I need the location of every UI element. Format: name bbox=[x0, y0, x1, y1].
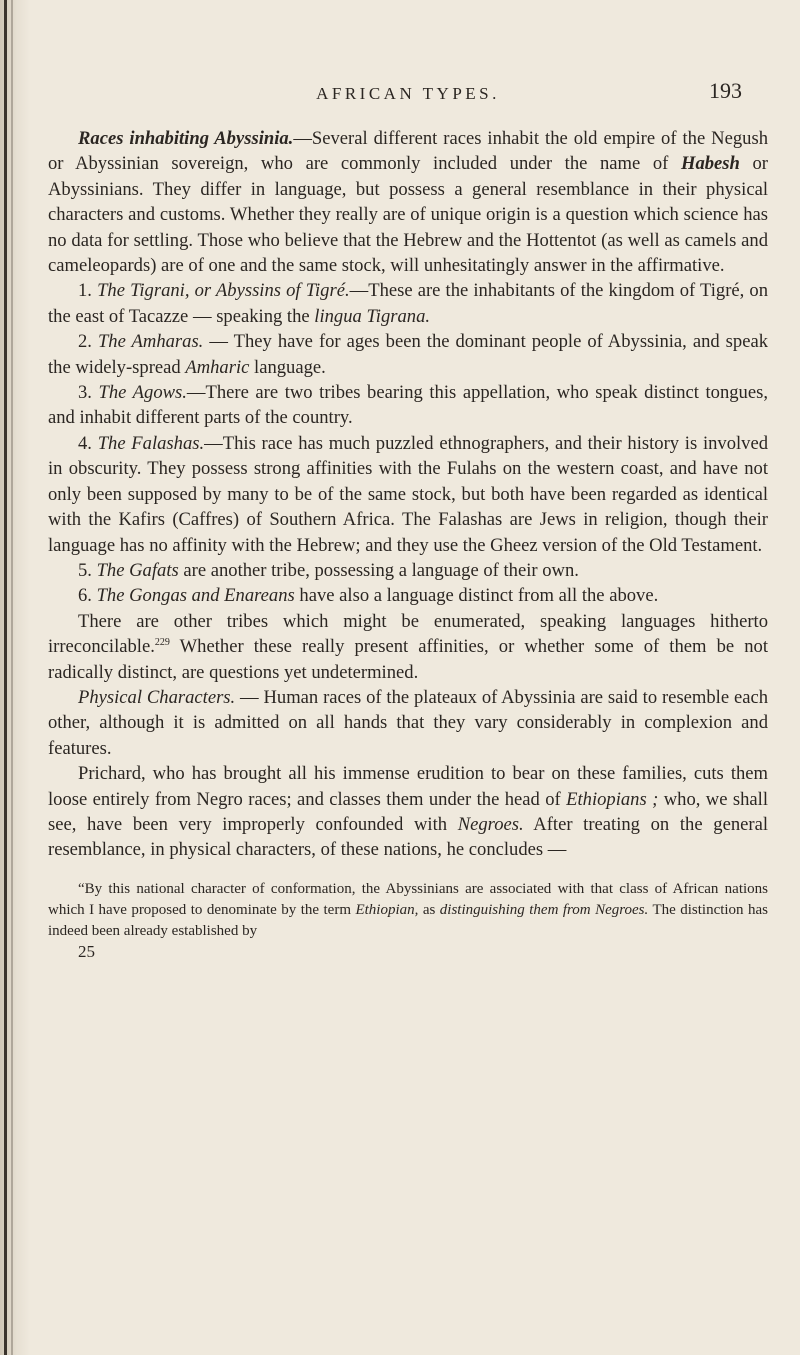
paragraph-gongas bbox=[48, 583, 768, 608]
section-heading: Races inhabiting Abyssinia. bbox=[78, 128, 294, 149]
paragraph-text: who, we shall see, have been very improperly confounded with bbox=[48, 788, 768, 835]
emphasis: Ethiopian, bbox=[355, 901, 419, 918]
section-heading: The Tigrani, or Abyssins of Tigré. bbox=[97, 280, 350, 302]
emphasis: Amharic bbox=[185, 356, 250, 378]
paragraph-races bbox=[48, 126, 768, 278]
paragraph-text: Whether these really present affinities, or whether some of them be not radically distinct, are questions yet undetermined. bbox=[48, 636, 768, 683]
running-title: AFRICAN TYPES. bbox=[316, 84, 500, 103]
book-gutter bbox=[0, 0, 30, 1355]
paragraph-text: —This race has much puzzled ethnographers, and their history is involved in obscurity. They possess strong affinities with the Fulahs on the western coast, and have not only been supposed by many to be of the same stock, but both have been regarded as identical with the Kafirs (Caffres) of Southern Africa. The Falashas are Jews in religion, though their language has no affinity with the Hebrew; and they use the Gheez version of the Old Testament. bbox=[48, 432, 769, 556]
gutter-shadow-line bbox=[11, 0, 13, 1355]
paragraph-text: language. bbox=[249, 356, 326, 378]
paragraph-text: — Human races of the plateaux of Abyssinia are said to resemble each other, although it is admitted on all hands that they vary considerably in complexion and features. bbox=[48, 686, 769, 759]
paragraph-text: After treating on the general resemblance, in physical characters, of these nations, he concludes — bbox=[48, 813, 768, 861]
section-heading: The Agows. bbox=[98, 382, 187, 404]
quote-paragraph bbox=[48, 879, 768, 942]
paragraph-text: — They have for ages been the dominant people of Abyssinia, and speak the widely-spread bbox=[48, 331, 769, 378]
emphasis: Habesh bbox=[680, 153, 740, 175]
paragraph-tigrani bbox=[48, 278, 768, 329]
emphasis: Negroes. bbox=[457, 813, 524, 835]
emphasis: Ethiopians ; bbox=[566, 788, 659, 810]
list-number: 2. bbox=[78, 331, 98, 353]
section-heading: Physical Characters. bbox=[78, 686, 236, 708]
list-number: 5. bbox=[78, 559, 97, 581]
emphasis: lingua Tigrana. bbox=[314, 305, 431, 327]
page-header bbox=[48, 72, 768, 116]
book-page bbox=[48, 72, 768, 962]
paragraph-text: There are other tribes which might be enumerated, speaking languages hitherto irreconcilable. bbox=[48, 610, 768, 658]
paragraph-prichard bbox=[48, 761, 768, 863]
paragraph-text: Prichard, who has brought all his immense erudition to bear on these families, cuts them loose entirely from Negro races; and classes them under the head of bbox=[48, 763, 768, 810]
section-heading: The Gongas and Enareans bbox=[96, 585, 295, 607]
paragraph-other-tribes bbox=[48, 609, 768, 685]
paragraph-text: —There are two tribes bearing this appellation, who speak distinct tongues, and inhabit different parts of the country. bbox=[48, 382, 768, 429]
block-quote bbox=[48, 879, 768, 942]
quote-text: as bbox=[418, 901, 440, 918]
paragraph-text: —Several different races inhabit the old empire of the Negush or Abyssinian sovereign, who are commonly included under the name of bbox=[48, 128, 768, 175]
list-number: 1. bbox=[78, 280, 98, 302]
paragraph-physical-characters bbox=[48, 685, 768, 761]
paragraph-text: —These are the inhabitants of the kingdom of Tigré, on the east of Tacazze — speaking the bbox=[48, 280, 768, 327]
page-number: 193 bbox=[709, 78, 742, 103]
paragraph-agows bbox=[48, 380, 768, 431]
footnote-reference: 229 bbox=[154, 636, 170, 648]
body-text bbox=[48, 126, 768, 863]
paragraph-text: or Abyssinians. They differ in language, but possess a general resemblance in their physical characters and customs. Whether they really are of unique origin is a question which science has no data for settling. Those who believe that the Hebrew and the Hottentot (as well as camels and cameleopards) are of one and the same stock, will unhesitatingly answer in the affirmative. bbox=[48, 153, 768, 277]
paragraph-gafats bbox=[48, 558, 768, 583]
section-heading: The Falashas. bbox=[97, 432, 205, 454]
list-number: 6. bbox=[78, 585, 97, 607]
quote-text: “By this national character of conformation, the Abyssinians are associated with that class of African nations which I have proposed to denominate by the term bbox=[48, 880, 768, 918]
emphasis: distinguishing them from Negroes. bbox=[439, 901, 649, 918]
list-number: 4. bbox=[78, 432, 98, 454]
quote-text: The distinction has indeed been already established by bbox=[48, 901, 769, 939]
paragraph-text: have also a language distinct from all the above. bbox=[294, 585, 659, 607]
paragraph-amharas bbox=[48, 329, 768, 380]
paragraph-falashas bbox=[48, 431, 768, 558]
list-number: 3. bbox=[78, 382, 99, 404]
gutter-edge-line bbox=[4, 0, 7, 1355]
section-heading: The Gafats bbox=[96, 559, 179, 581]
paragraph-text: are another tribe, possessing a language of their own. bbox=[178, 559, 579, 581]
section-heading: The Amharas. bbox=[97, 331, 204, 353]
signature-mark: 25 bbox=[78, 941, 95, 961]
